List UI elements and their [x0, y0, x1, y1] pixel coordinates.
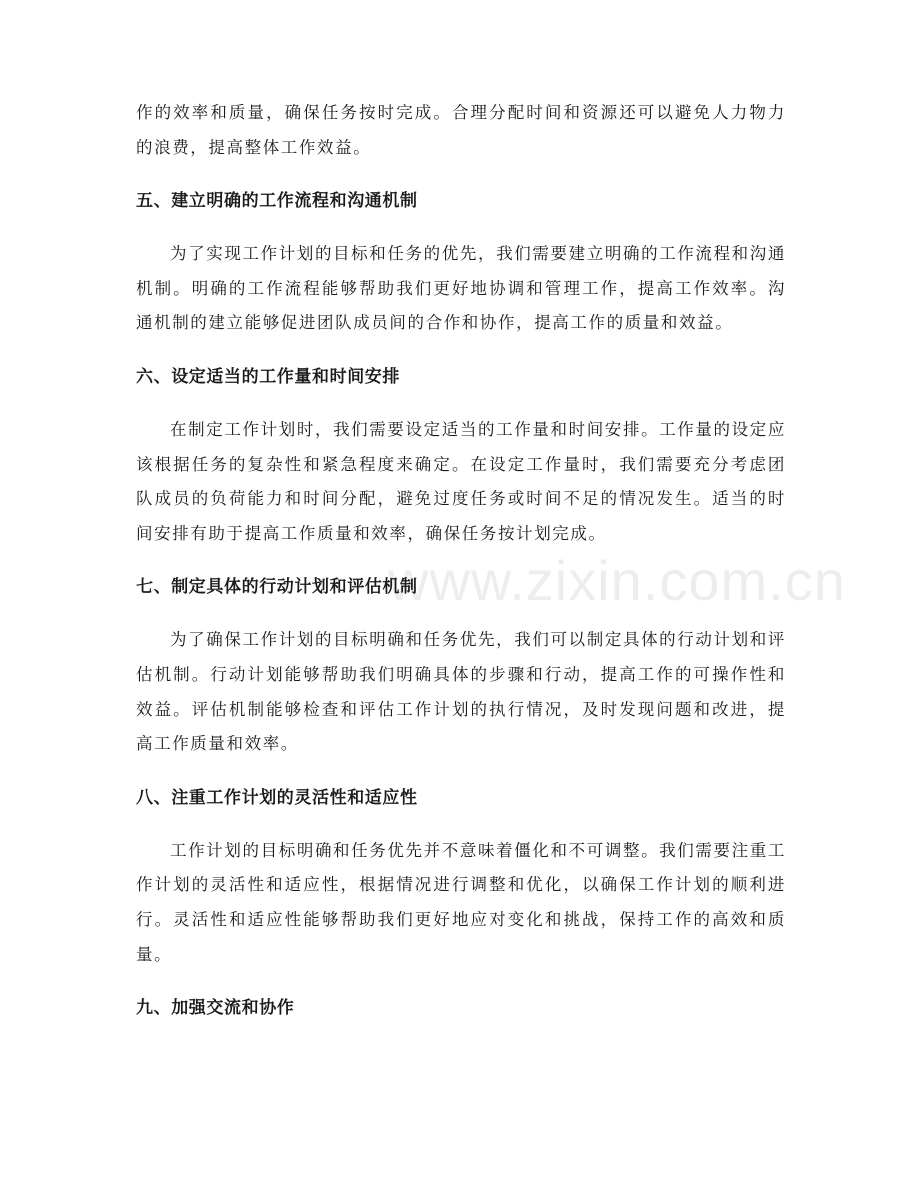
intro-paragraph: 作的效率和质量，确保任务按时完成。合理分配时间和资源还可以避免人力物力的浪费，提高整体工作效益。	[136, 103, 786, 157]
section-heading-6: 六、设定适当的工作量和时间安排	[136, 366, 400, 387]
watermark: www.zixin.com.cn	[388, 549, 846, 612]
section-body-7: 为了确保工作计划的目标明确和任务优先，我们可以制定具体的行动计划和评估机制。行动计划能够帮助我们明确具体的步骤和行动，提高工作的可操作性和效益。评估机制能够检查和评估工作计划的执行情况，及时发现问题和改进，提高工作质量和效率。	[136, 630, 786, 754]
document-page	[136, 96, 786, 1025]
section-body-5: 为了实现工作计划的目标和任务的优先，我们需要建立明确的工作流程和沟通机制。明确的工作流程能够帮助我们更好地协调和管理工作，提高工作效率。沟通机制的建立能够促进团队成员间的合作和协作，提高工作的质量和效益。	[136, 244, 786, 333]
section-body-8: 工作计划的目标明确和任务优先并不意味着僵化和不可调整。我们需要注重工作计划的灵活性和适应性，根据情况进行调整和优化，以确保工作计划的顺利进行。灵活性和适应性能够帮助我们更好地应对变化和挑战，保持工作的高效和质量。	[136, 840, 786, 964]
section-heading-9: 九、加强交流和协作	[136, 998, 295, 1019]
section-heading-5: 五、建立明确的工作流程和沟通机制	[136, 191, 418, 212]
section-heading-8: 八、注重工作计划的灵活性和适应性	[136, 787, 418, 808]
section-body-6: 在制定工作计划时，我们需要设定适当的工作量和时间安排。工作量的设定应该根据任务的复杂性和紧急程度来确定。在设定工作量时，我们需要充分考虑团队成员的负荷能力和时间分配，避免过度任务或时间不足的情况发生。适当的时间安排有助于提高工作质量和效率，确保任务按计划完成。	[136, 419, 786, 543]
section-heading-7: 七、制定具体的行动计划和评估机制	[136, 577, 418, 598]
